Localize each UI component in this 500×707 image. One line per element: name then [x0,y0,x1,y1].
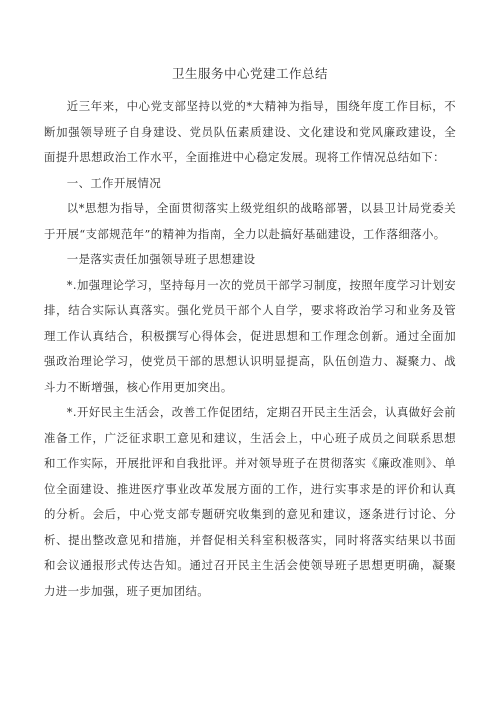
subsection-heading-1: 一是落实责任加强领导班子思想建设 [66,252,256,266]
section-heading-1: 一、工作开展情况 [66,175,162,190]
intro-paragraph: 近三年来，中心党支部坚持以党的*大精神为指导，围绕年度工作目标，不断加强领导班子自身建设、党员队伍素质建设、文化建设和党风廉政建设，全面提升思想政治工作水平，全面推进中心稳定发展。现将工作情况总结如下： [44,99,456,164]
subsection-1-paragraph-2: *.开好民主生活会，改善工作促团结，定期召开民主生活会，认真做好会前准备工作，广泛征求职工意见和建议，生活会上，中心班子成员之间联系思想和工作实际，开展批评和自我批评。并对领导班子在贯彻落实《廉政准则》、单位全面建设、推进医疗事业改革发展方面的工作，进行实事求是的评价和认真的分析。会后，中心党支部专题研究收集到的意见和建议，逐条进行讨论、分析、提出整改意见和措施，并督促相关科室积极落实，同时将落实结果以书面和会议通报形式传达告知。通过召开民主生活会使领导班子思想更明确，凝聚力进一步加强，班子更加团结。 [44,405,456,598]
document-title: 卫生服务中心党建工作总结 [171,66,328,81]
section-1-paragraph: 以*思想为指导，全面贯彻落实上级党组织的战略部署，以县卫计局党委关于开展“支部规范年”的精神为指南，全力以赴搞好基础建设，工作落细落小。 [44,201,456,241]
subsection-1-paragraph-1: *.加强理论学习，坚持每月一次的党员干部学习制度，按照年度学习计划安排，结合实际认真落实。强化党员干部个人自学，要求将政治学习和业务及管理工作认真结合，积极撰写心得体会，促进思想和工作理念创新。通过全面加强政治理论学习，使党员干部的思想认识明显提高，队伍创造力、凝聚力、战斗力不断增强，核心作用更加突出。 [44,277,456,394]
